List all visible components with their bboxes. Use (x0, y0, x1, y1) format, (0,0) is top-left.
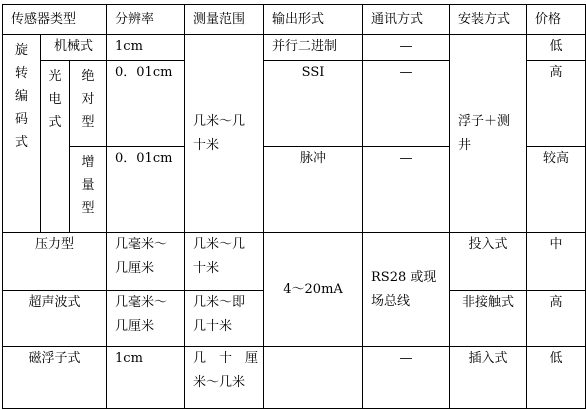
mechanical-output: 并行二进制 (264, 35, 363, 61)
table-row (3, 35, 586, 61)
absolute-price: 高 (527, 61, 586, 147)
ultrasonic-install: 非接触式 (450, 291, 527, 347)
pressure-range: 几米～几 十米 (185, 233, 264, 291)
rotary-install: 浮子＋测 井 (450, 35, 527, 233)
pressure-price: 中 (527, 233, 586, 291)
absolute-label: 绝 对 型 (70, 61, 107, 147)
absolute-output: SSI (264, 61, 363, 147)
ultrasonic-range: 几米～即 几十米 (185, 291, 264, 347)
incremental-comm: — (363, 147, 450, 233)
shared-comm: RS28 或现 场总线 (363, 233, 450, 347)
pressure-resolution: 几毫米～ 几厘米 (107, 233, 185, 291)
rotary-range: 几米～几 十米 (185, 35, 264, 233)
table-row (3, 233, 586, 291)
absolute-resolution: 0．01cm (107, 61, 185, 147)
magnetic-range: 几 十 厘 米～几米 (185, 347, 264, 409)
header-resolution: 分辨率 (107, 5, 185, 35)
header-range: 测量范围 (185, 5, 264, 35)
header-price: 价格 (527, 5, 586, 35)
mechanical-comm: — (363, 35, 450, 61)
mechanical-resolution: 1cm (107, 35, 185, 61)
magnetic-price: 低 (527, 347, 586, 409)
shared-output: 4～20mA (264, 233, 363, 347)
header-row (3, 5, 586, 35)
optical-label: 光 电 式 (41, 61, 70, 233)
magnetic-output-empty (264, 347, 363, 409)
incremental-label: 增 量 型 (70, 147, 107, 233)
magnetic-comm: — (363, 347, 450, 409)
mechanical-price: 低 (527, 35, 586, 61)
incremental-resolution: 0．01cm (107, 147, 185, 233)
magnetic-type: 磁浮子式 (3, 347, 107, 409)
rotary-encoder-label: 旋 转 编 码 式 (3, 35, 41, 233)
table-row (3, 347, 586, 409)
sensor-comparison-table (2, 4, 586, 409)
header-output: 输出形式 (264, 5, 363, 35)
pressure-type: 压力型 (3, 233, 107, 291)
incremental-price: 较高 (527, 147, 586, 233)
pressure-install: 投入式 (450, 233, 527, 291)
ultrasonic-resolution: 几毫米～ 几厘米 (107, 291, 185, 347)
header-install: 安装方式 (450, 5, 527, 35)
incremental-output: 脉冲 (264, 147, 363, 233)
mechanical-type: 机械式 (41, 35, 107, 61)
absolute-comm: — (363, 61, 450, 147)
header-sensor-type: 传感器类型 (3, 5, 107, 35)
header-comm: 通讯方式 (363, 5, 450, 35)
ultrasonic-price: 高 (527, 291, 586, 347)
magnetic-resolution: 1cm (107, 347, 185, 409)
ultrasonic-type: 超声波式 (3, 291, 107, 347)
magnetic-install: 插入式 (450, 347, 527, 409)
